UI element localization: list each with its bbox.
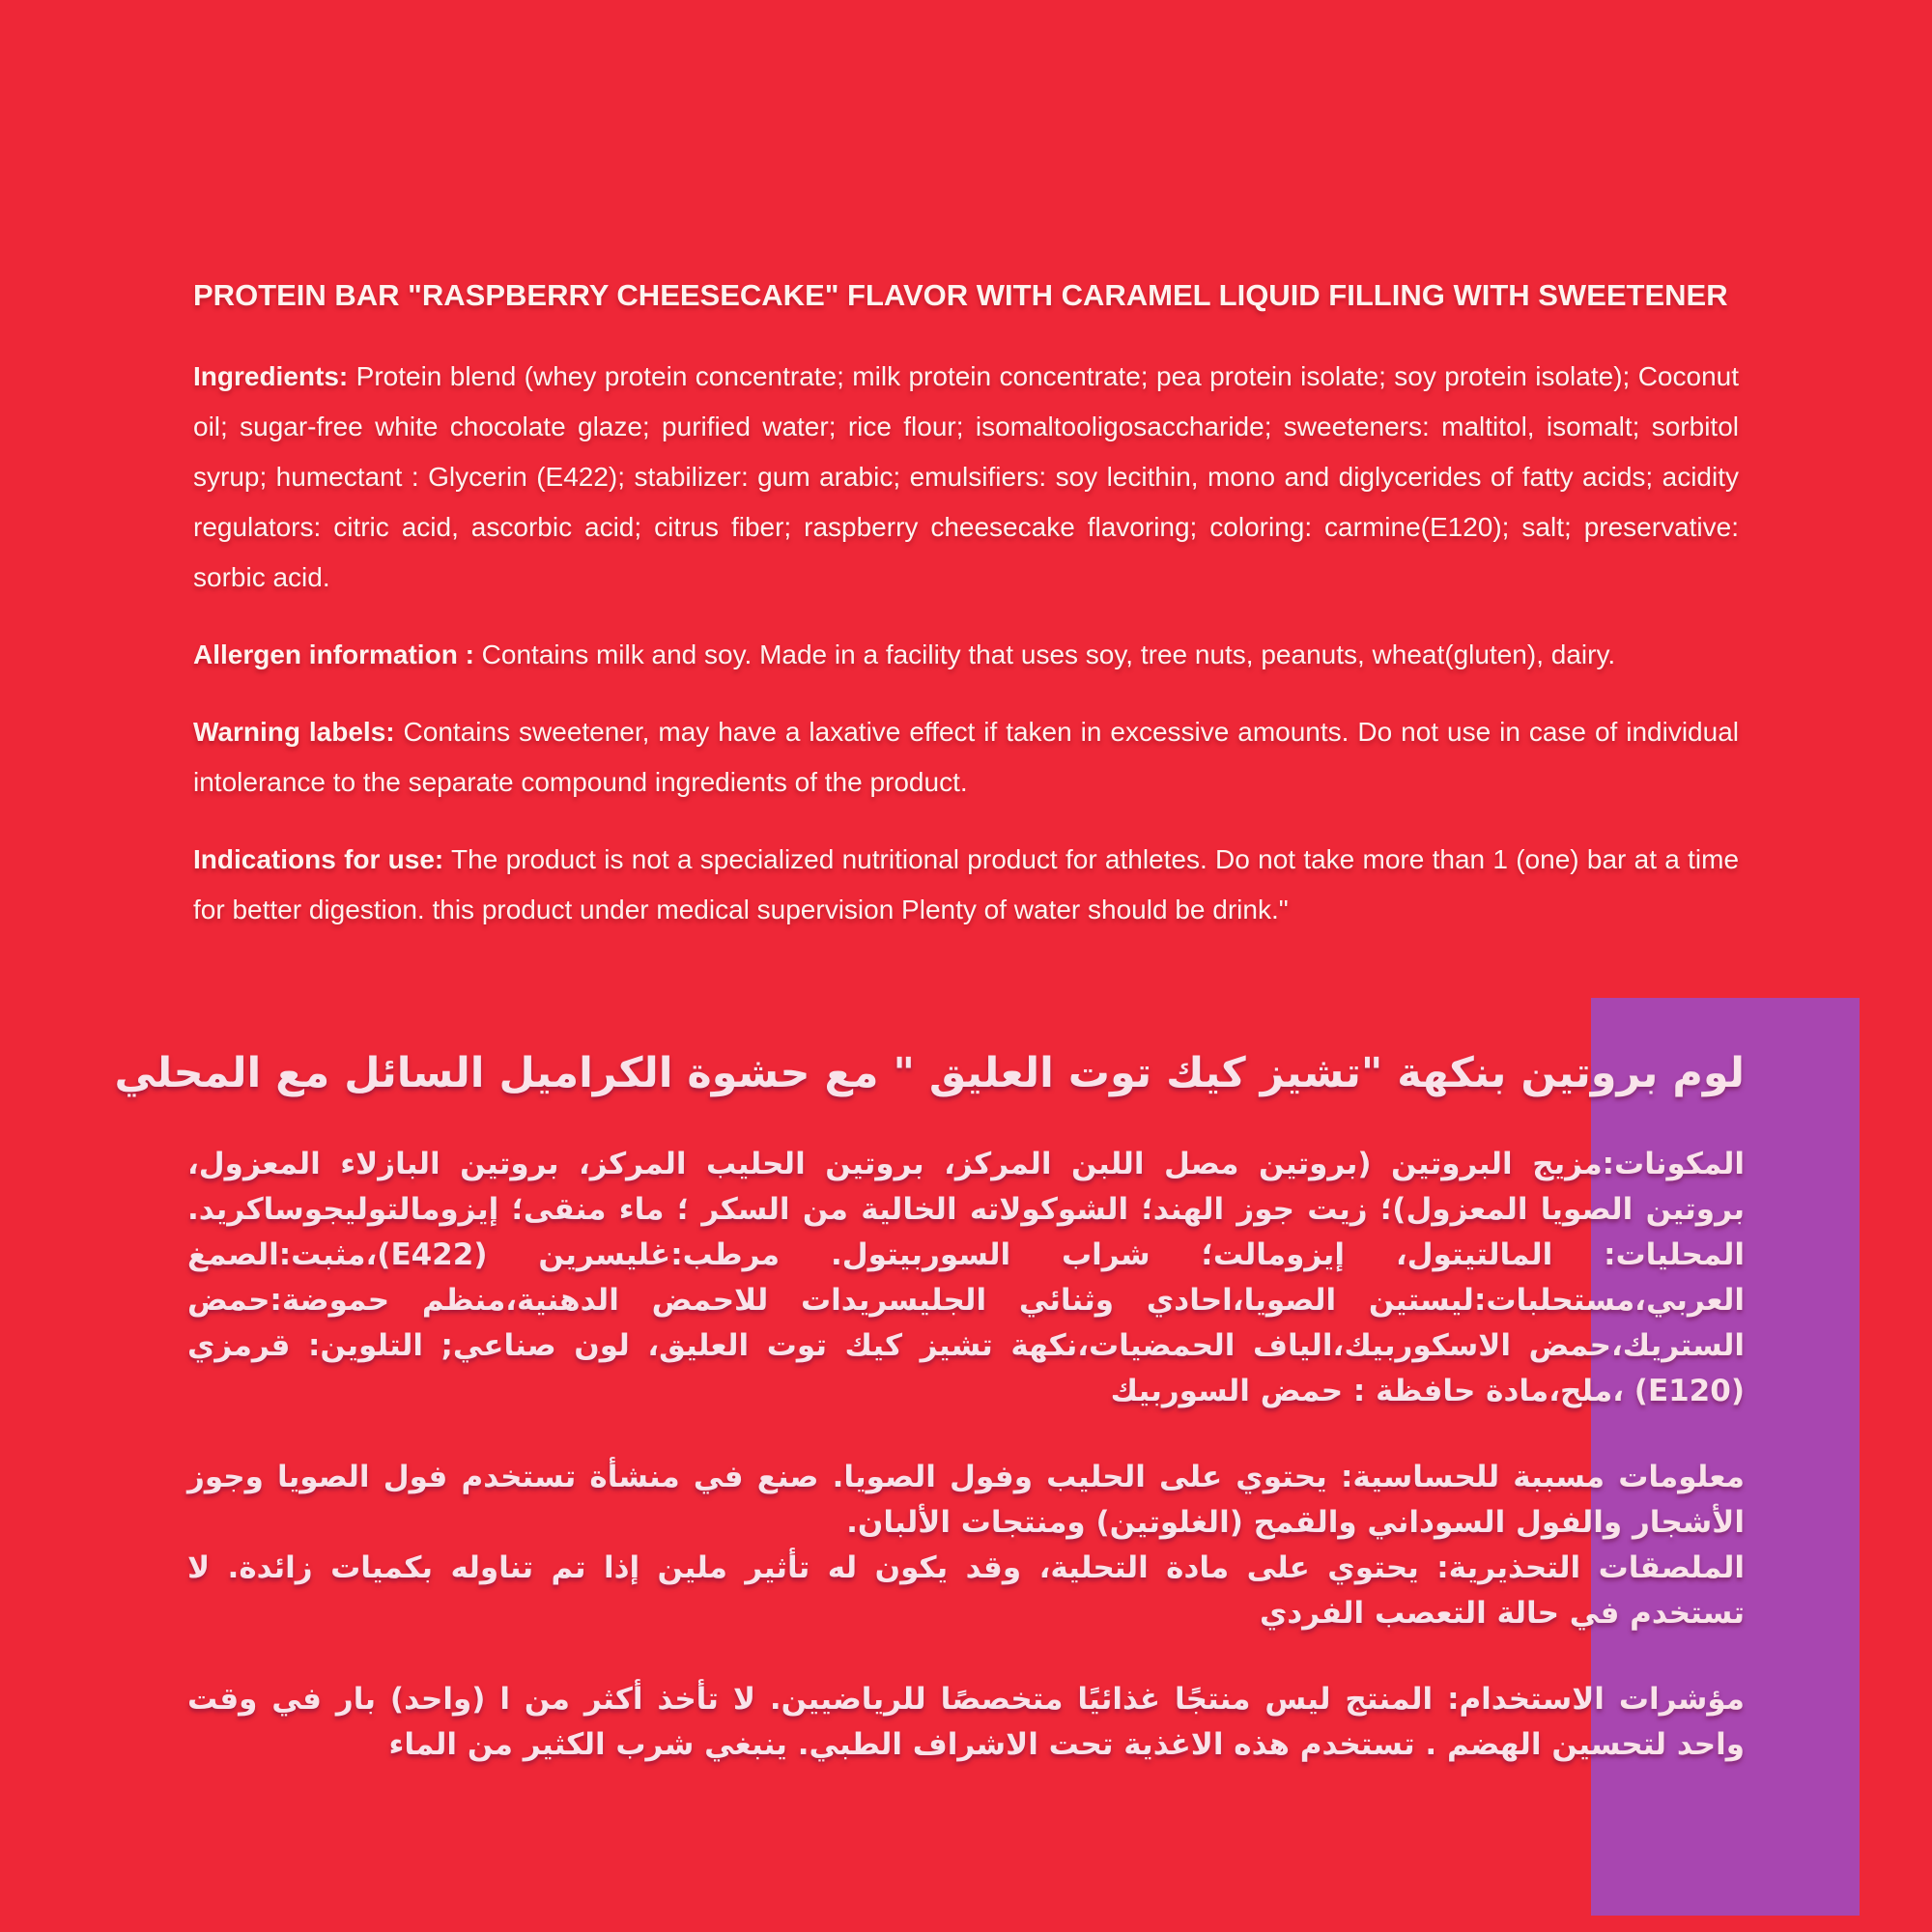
allergen-paragraph-english xyxy=(193,630,1739,680)
warning-label-english: Warning labels: xyxy=(193,717,395,747)
indications-text-english: The product is not a specialized nutritional product for athletes. Do not take more than 1 (one) bar at a time for better digestion. this product under medical supervision Plenty of water should be drink." xyxy=(193,844,1740,924)
allergen-paragraph-arabic xyxy=(187,1455,1745,1546)
warning-label-arabic: الملصقات التحذيرية: xyxy=(1436,1550,1745,1585)
warning-paragraph-english xyxy=(193,707,1739,808)
ingredients-text-arabic: مزيج البروتين (بروتين مصل اللبن المركز، بروتين الحليب المركز، بروتين البازلاء المعزول، بروتين الصويا المعزول)؛ زيت جوز الهند؛ الشوكولاته الخالية من السكر ؛ ماء منقى؛ إيزومالتوليجوساكريد. المحليات: المالتيتول، إيزومالت؛ شراب السوربيتول. مرطب:غليسرين (E422)،مثبت:الصمغ العربي،مستحلبات:ليستين الصويا،احادي وثنائي الجليسريدات للاحمض الدهنية،منظم حموضة:حمض الستريك،حمض الاسكوربيك،الياف الحمضيات،نكهة تشيز كيك توت العليق، لون صناعي; التلوين: قرمزي (E120) ،ملح،مادة حافظة : حمض السوربيك xyxy=(187,1147,1745,1408)
product-title-english: PROTEIN BAR "RASPBERRY CHEESECAKE" FLAVOR WITH CARAMEL LIQUID FILLING WITH SWEETENER xyxy=(193,278,1728,312)
english-text-block xyxy=(193,278,1739,962)
ingredients-text-english: Protein blend (whey protein concentrate; milk protein concentrate; pea protein isolate; soy protein isolate); Coconut oil; sugar-free white chocolate glaze; purified water; rice flour; isomaltooligosaccharide; sweeteners: maltitol, isomalt; sorbitol syrup; humectant : Glycerin (E422); stabilizer: gum arabic; emulsifiers: soy lecithin, mono and diglycerides of fatty acids; acidity regulators: citric acid, ascorbic acid; citrus fiber; raspberry cheesecake flavoring; coloring: carmine(E120); salt; preservative: sorbic acid. xyxy=(193,361,1739,592)
allergen-text-arabic: يحتوي على الحليب وفول الصويا. صنع في منشأة تستخدم فول الصويا وجوز الأشجار والفول السوداني والقمح (الغلوتين) ومنتجات الألبان. xyxy=(187,1460,1745,1540)
ingredients-label-english: Ingredients: xyxy=(193,361,349,391)
arabic-text-block xyxy=(114,1049,1746,1768)
warning-paragraph-arabic xyxy=(187,1546,1745,1636)
allergen-label-english: Allergen information : xyxy=(193,639,474,669)
warning-text-english: Contains sweetener, may have a laxative effect if taken in excessive amounts. Do not use in case of individual intolerance to the separate compound ingredients of the product. xyxy=(193,717,1739,797)
indications-paragraph-english xyxy=(193,835,1739,935)
allergen-label-arabic: معلومات مسببة للحساسية: xyxy=(1340,1460,1745,1494)
warning-text-arabic: يحتوي على مادة التحلية، وقد يكون له تأثير ملين إذا تم تناوله بكميات زائدة. لا تستخدم في حالة التعصب الفردي xyxy=(187,1550,1745,1631)
allergen-text-english: Contains milk and soy. Made in a facility that uses soy, tree nuts, peanuts, wheat(gluten), dairy. xyxy=(473,639,1616,669)
ingredients-paragraph-english xyxy=(193,352,1739,603)
indications-label-arabic: مؤشرات الاستخدام: xyxy=(1447,1682,1746,1717)
indications-text-arabic: المنتج ليس منتجًا غذائيًا متخصصًا للرياضيين. لا تأخذ أكثر من ا (واحد) بار في وقت واحد لتحسين الهضم . تستخدم هذه الاغذية تحت الاشراف الطبي. ينبغي شرب الكثير من الماء xyxy=(187,1682,1745,1762)
ingredients-label-arabic: المكونات: xyxy=(1602,1147,1745,1181)
indications-label-english: Indications for use: xyxy=(193,844,444,874)
product-title-arabic: لوم بروتين بنكهة "تشيز كيك توت العليق " مع حشوة الكراميل السائل مع المحلي xyxy=(114,1049,1745,1097)
indications-paragraph-arabic xyxy=(187,1677,1745,1768)
ingredients-paragraph-arabic xyxy=(187,1142,1745,1414)
